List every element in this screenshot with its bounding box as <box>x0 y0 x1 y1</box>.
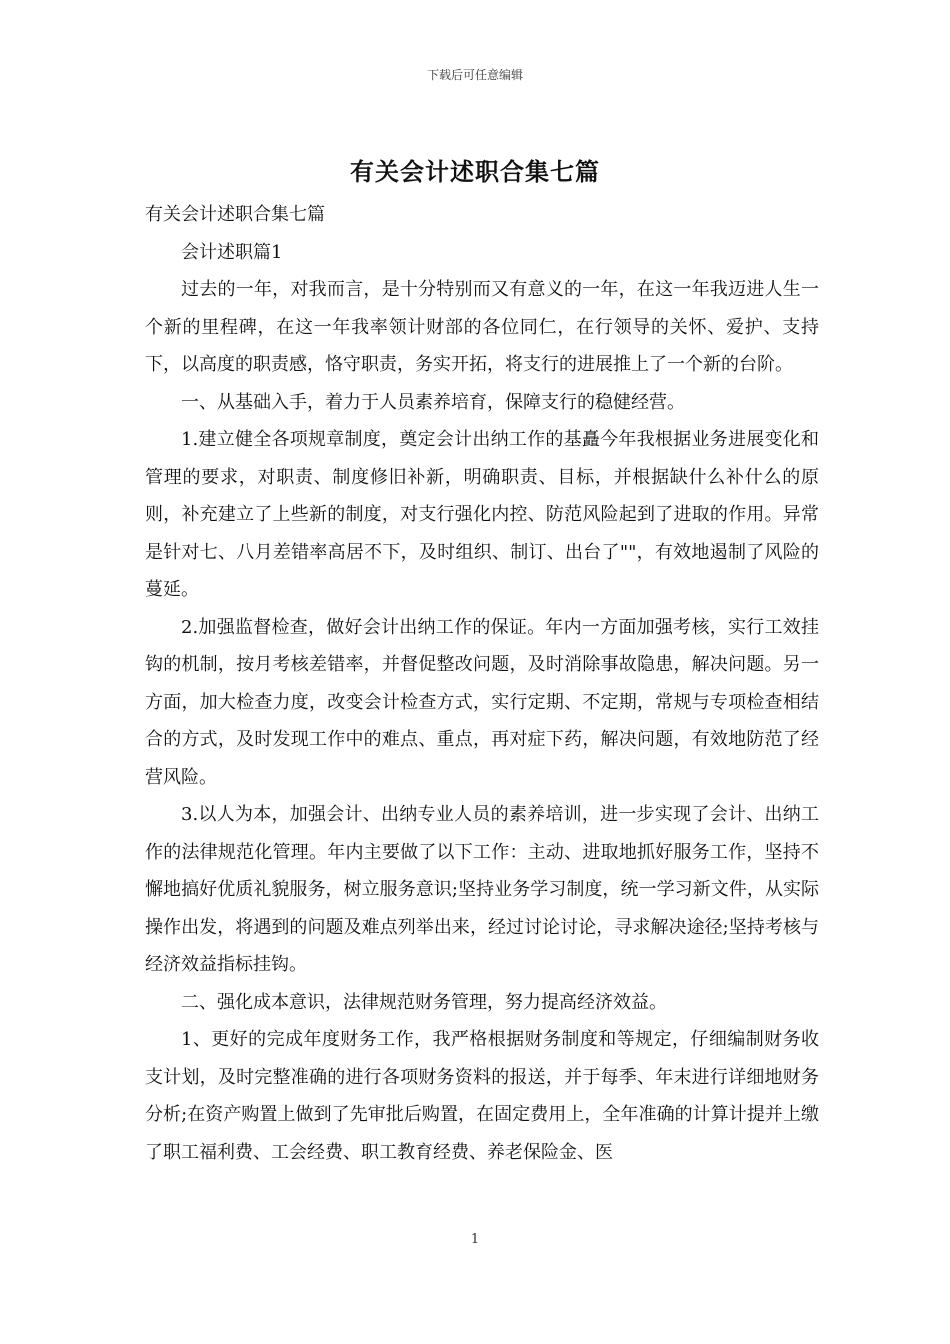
paragraph-6: 二、强化成本意识，法律规范财务管理，努力提高经济效益。 <box>181 991 667 1013</box>
paragraph-1: 过去的一年，对我而言，是十分特别而又有意义的一年，在这一年我迈进人生一个新的里程碑，在这一年我率领计财部的各位同仁，在行领导的关怀、爱护、支持下，以高度的职责感，恪守职责，务实开拓，将支行的进展推上了一个新的台阶。 <box>145 279 819 375</box>
section-heading: 会计述职篇1 <box>181 241 283 263</box>
page-header-note: 下载后可任意编辑 <box>426 68 523 82</box>
document-title: 有关会计述职合集七篇 <box>350 157 600 186</box>
page-number: 1 <box>470 1232 480 1247</box>
paragraph-2: 一、从基础入手，着力于人员素养培育，保障支行的稳健经营。 <box>181 391 685 413</box>
document-body <box>145 196 819 1171</box>
paragraph-4: 2.加强监督检查，做好会计出纳工作的保证。年内一方面加强考核，实行工效挂钩的机制，按月考核差错率，并督促整改问题，及时消除事故隐患，解决问题。另一方面，加大检查力度，改变会计检查方式，实行定期、不定期，常规与专项检查相结合的方式，及时发现工作中的难点、重点，再对症下药，解决问题，有效地防范了经营风险。 <box>145 616 819 788</box>
paragraph-7: 1、更好的完成年度财务工作，我严格根据财务制度和等规定，仔细编制财务收支计划，及时完整准确的进行各项财务资料的报送，并于每季、年末进行详细地财务分析;在资产购置上做到了先审批后购置，在固定费用上，全年准确的计算计提并上缴了职工福利费、工会经费、职工教育经费、养老保险金、医 <box>145 1029 819 1163</box>
document-subtitle: 有关会计述职合集七篇 <box>145 204 325 225</box>
paragraph-5: 3.以人为本，加强会计、出纳专业人员的素养培训，进一步实现了会计、出纳工作的法律规范化管理。年内主要做了以下工作：主动、进取地抓好服务工作，坚持不懈地搞好优质礼貌服务，树立服务意识;坚持业务学习制度，统一学习新文件，从实际操作出发，将遇到的问题及难点列举出来，经过讨论讨论，寻求解决途径;坚持考核与经济效益指标挂钩。 <box>145 804 819 975</box>
paragraph-3: 1.建立健全各项规章制度，奠定会计出纳工作的基矗今年我根据业务进展变化和管理的要求，对职责、制度修旧补新，明确职责、目标，并根据缺什么补什么的原则，补充建立了上些新的制度，对支行强化内控、防范风险起到了进取的作用。异常是针对七、八月差错率高居不下，及时组织、制订、出台了""，有效地遏制了风险的蔓延。 <box>145 429 819 600</box>
